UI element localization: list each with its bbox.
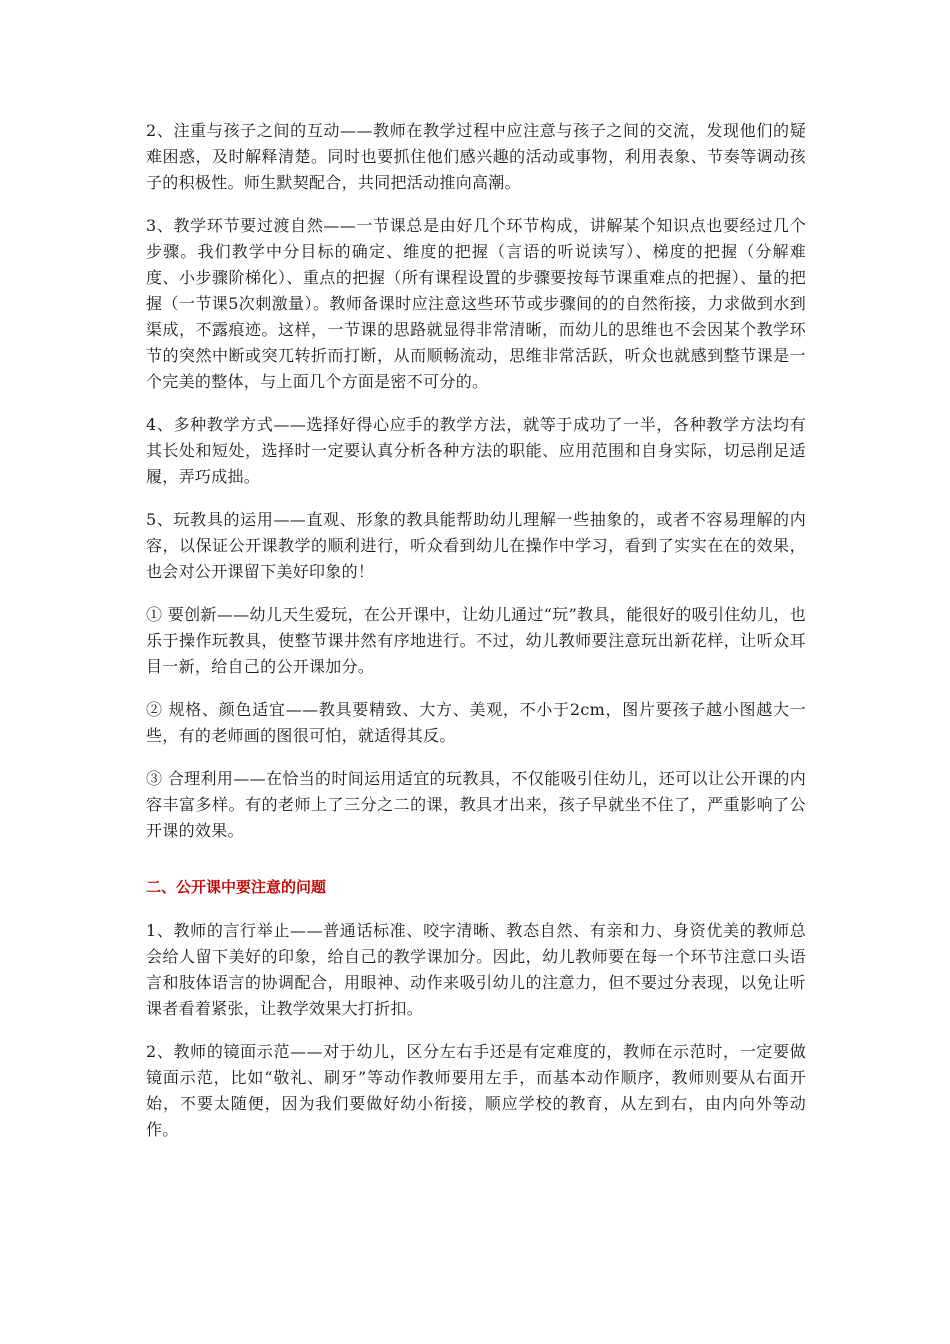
paragraph-reasonable-use: ③ 合理利用——在恰当的时间运用适宜的玩教具，不仅能吸引住幼儿，还可以让公开课的内容丰富多样。有的老师上了三分之二的课，教具才出来，孩子早就坐不住了，严重影响了公开课的效果。: [146, 769, 806, 840]
paragraph-teacher-conduct: 1、教师的言行举止——普通话标准、咬字清晰、教态自然、有亲和力、身资优美的教师总会给人留下美好的印象，给自己的教学课加分。因此，幼儿教师要在每一个环节注意口头语言和肢体语言的协调配合，用眼神、动作来吸引幼儿的注意力，但不要过分表现，以免让听课者看着紧张，让教学效果大打折扣。: [146, 921, 806, 1018]
paragraph-teaching-methods: 4、多种教学方式——选择好得心应手的教学方法，就等于成功了一半，各种教学方法均有其长处和短处，选择时一定要认真分析各种方法的职能、应用范围和自身实际，切忌削足适履，弄巧成拙。: [146, 415, 806, 486]
paragraph-innovation: ① 要创新——幼儿天生爱玩，在公开课中，让幼儿通过“玩”教具，能很好的吸引住幼儿，也乐于操作玩教具，使整节课井然有序地进行。不过，幼儿教师要注意玩出新花样，让听众耳目一新，给自己的公开课加分。: [146, 605, 806, 676]
paragraph-mirror-demonstration: 2、教师的镜面示范——对于幼儿，区分左右手还是有定难度的，教师在示范时，一定要做镜面示范，比如“敬礼、刷牙”等动作教师要用左手，而基本动作顺序，教师则要从右面开始，不要太随便，因为我们要做好幼小衔接，顺应学校的教育，从左到右，由内向外等动作。: [146, 1042, 806, 1139]
paragraph-size-color: ② 规格、颜色适宜——教具要精致、大方、美观，不小于2cm，图片要孩子越小图越大一些，有的老师画的图很可怕，就适得其反。: [146, 700, 806, 745]
paragraph-interaction: 2、注重与孩子之间的互动——教师在教学过程中应注意与孩子之间的交流，发现他们的疑难困惑，及时解释清楚。同时也要抓住他们感兴趣的活动或事物，利用表象、节奏等调动孩子的积极性。师生默契配合，共同把活动推向高潮。: [146, 121, 806, 192]
paragraph-transitions: 3、教学环节要过渡自然——一节课总是由好几个环节构成，讲解某个知识点也要经过几个步骤。我们教学中分目标的确定、维度的把握（言语的听说读写）、梯度的把握（分解难度、小步骤阶梯化）、重点的把握（所有课程设置的步骤要按每节课重难点的把握）、量的把握（一节课5次刺激量）。教师备课时应注意这些环节或步骤间的的自然衔接，力求做到水到渠成，不露痕迹。这样，一节课的思路就显得非常清晰，而幼儿的思维也不会因某个教学环节的突然中断或突兀转折而打断，从而顺畅流动，思维非常活跃，听众也就感到整节课是一个完美的整体，与上面几个方面是密不可分的。: [146, 216, 806, 391]
document-page: [146, 118, 806, 1160]
paragraph-teaching-aids: 5、玩教具的运用——直观、形象的教具能帮助幼儿理解一些抽象的，或者不容易理解的内容，以保证公开课教学的顺利进行，听众看到幼儿在操作中学习，看到了实实在在的效果，也会对公开课留下美好印象的！: [146, 510, 806, 581]
section-heading: 二、公开课中要注意的问题: [146, 878, 327, 896]
